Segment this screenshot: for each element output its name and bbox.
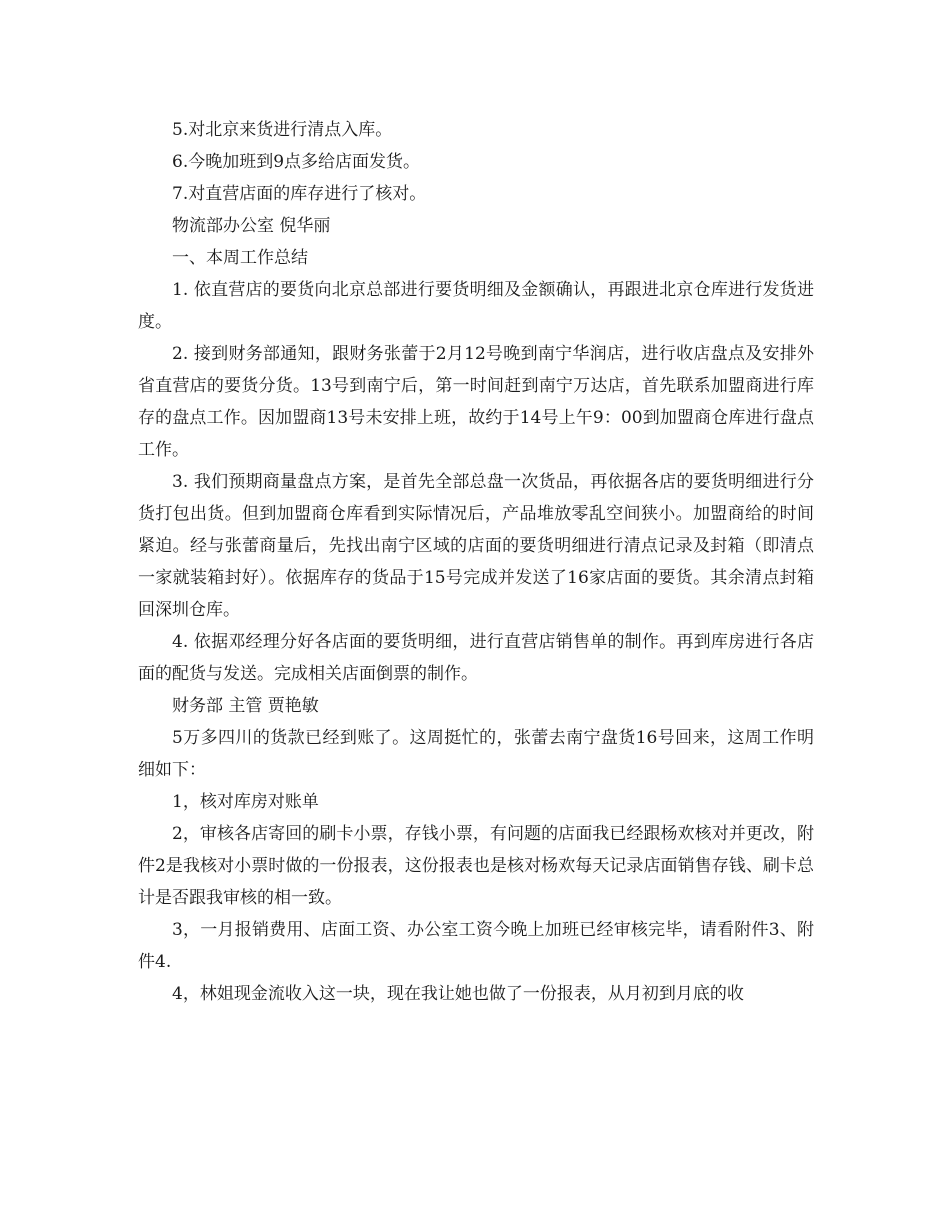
paragraph: 5万多四川的货款已经到账了。这周挺忙的，张蕾去南宁盘货16号回来，这周工作明细如下：: [138, 728, 814, 780]
document-body: [138, 114, 814, 1010]
paragraph: 4，林姐现金流收入这一块，现在我让她也做了一份报表，从月初到月底的收: [172, 984, 744, 1004]
paragraph: 3，一月报销费用、店面工资、办公室工资今晚上加班已经审核完毕，请看附件3、附件4.: [138, 920, 814, 972]
paragraph: 1. 依直营店的要货向北京总部进行要货明细及金额确认，再跟进北京仓库进行发货进度。: [138, 280, 814, 332]
section-heading: 一、本周工作总结: [172, 248, 308, 268]
paragraph: 1，核对库房对账单: [172, 792, 319, 812]
paragraph: 6.今晚加班到9点多给店面发货。: [172, 152, 421, 172]
paragraph: 5.对北京来货进行清点入库。: [172, 120, 393, 140]
paragraph: 2. 接到财务部通知，跟财务张蕾于2月12号晚到南宁华润店，进行收店盘点及安排外省直营店的要货分货。13号到南宁后，第一时间赶到南宁万达店，首先联系加盟商进行库存的盘点工作。因加盟商13号未安排上班，故约于14号上午9：00到加盟商仓库进行盘点工作。: [138, 344, 814, 460]
paragraph: 2，审核各店寄回的刷卡小票，存钱小票，有问题的店面我已经跟杨欢核对并更改，附件2是我核对小票时做的一份报表，这份报表也是核对杨欢每天记录店面销售存钱、刷卡总计是否跟我审核的相一致。: [138, 824, 814, 908]
paragraph: 7.对直营店面的库存进行了核对。: [172, 184, 427, 204]
section-signature: 物流部办公室 倪华丽: [172, 216, 331, 236]
paragraph: 4. 依据邓经理分好各店面的要货明细，进行直营店销售单的制作。再到库房进行各店面的配货与发送。完成相关店面倒票的制作。: [138, 632, 814, 684]
paragraph: 3. 我们预期商量盘点方案，是首先全部总盘一次货品，再依据各店的要货明细进行分货打包出货。但到加盟商仓库看到实际情况后，产品堆放零乱空间狭小。加盟商给的时间紧迫。经与张蕾商量后，先找出南宁区域的店面的要货明细进行清点记录及封箱（即清点一家就装箱封好）。依据库存的货品于15号完成并发送了16家店面的要货。其余清点封箱回深圳仓库。: [138, 472, 814, 620]
section-signature: 财务部 主管 贾艳敏: [172, 696, 319, 716]
